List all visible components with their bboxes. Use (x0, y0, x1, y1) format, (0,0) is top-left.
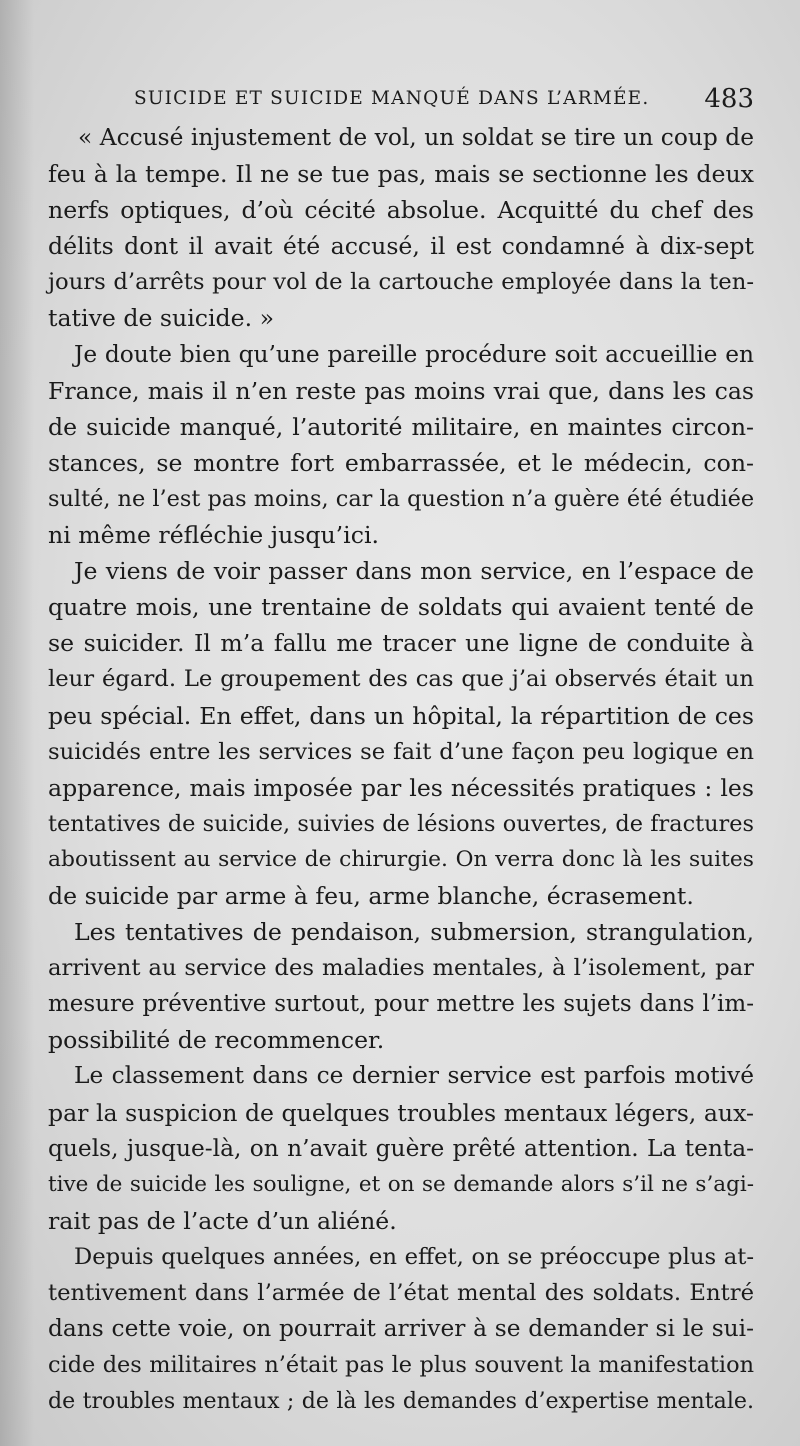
running-head-title: SUICIDE ET SUICIDE MANQUÉ DANS L’ARMÉE. (134, 88, 650, 109)
text-line: possibilité de recommencer. (48, 1026, 385, 1055)
text-line: Je viens de voir passer dans mon service, en l’espace de (74, 557, 754, 586)
body-text (48, 120, 754, 1419)
text-line: dans cette voie, on pourrait arriver à se demander si le sui- (48, 1315, 754, 1343)
text-line: stances, se montre fort embarrassée, et le médecin, con- (48, 448, 754, 477)
text-line: jours d’arrêts pour vol de la cartouche employée dans la ten- (48, 269, 754, 296)
text-line: rait pas de l’acte d’un aliéné. (48, 1206, 397, 1235)
text-line: Depuis quelques années, en effet, on se préoccupe plus at- (74, 1243, 754, 1270)
running-head (134, 84, 754, 118)
text-line: Le classement dans ce dernier service est parfois motivé (74, 1062, 754, 1090)
text-line: peu spécial. En effet, dans un hôpital, la répartition de ces (48, 701, 754, 730)
text-line: tive de suicide les souligne, et on se demande alors s’il ne s’agi- (48, 1171, 754, 1197)
text-line: mesure préventive surtout, pour mettre les sujets dans l’im- (48, 991, 754, 1018)
text-line: aboutissent au service de chirurgie. On verra donc là les suites (48, 846, 754, 872)
text-line: de troubles mentaux ; de là les demandes d’expertise mentale. (48, 1388, 754, 1415)
text-line: feu à la tempe. Il ne se tue pas, mais se sectionne les deux (48, 160, 754, 189)
text-line: sulté, ne l’est pas moins, car la question n’a guère été étudiée (48, 485, 755, 512)
text-line: apparence, mais imposée par les nécessités pratiques : les (48, 773, 754, 802)
binding-shadow (0, 0, 34, 1446)
text-line: arrivent au service des maladies mentales, à l’isolement, par (48, 955, 754, 982)
text-line: quatre mois, une trentaine de soldats qui avaient tenté de (48, 593, 754, 622)
text-line: Les tentatives de pendaison, submersion, strangulation, (74, 918, 754, 947)
text-line: tentivement dans l’armée de l’état mental des soldats. Entré (48, 1280, 754, 1306)
text-line: par la suspicion de quelques troubles mentaux légers, aux- (48, 1098, 754, 1127)
text-line: quels, jusque-là, on n’avait guère prêté attention. La tenta- (48, 1134, 754, 1162)
text-line: cide des militaires n’était pas le plus souvent la manifestation (48, 1352, 754, 1379)
text-line: France, mais il n’en reste pas moins vrai que, dans les cas (48, 376, 754, 405)
text-line: de suicide manqué, l’autorité militaire, en maintes circon- (48, 412, 754, 441)
text-line: leur égard. Le groupement des cas que j’ai observés était un (48, 666, 754, 693)
text-line: ni même réfléchie jusqu’ici. (48, 521, 379, 550)
text-line: nerfs optiques, d’où cécité absolue. Acquitté du chef des (48, 196, 754, 225)
text-line: se suicider. Il m’a fallu me tracer une ligne de conduite à (48, 629, 754, 658)
text-line: Je doute bien qu’une pareille procédure soit accueillie en (74, 340, 754, 368)
text-line: suicidés entre les services se fait d’une façon peu logique en (48, 738, 754, 765)
text-line: délits dont il avait été accusé, il est condamné à dix-sept (48, 232, 754, 261)
page-number: 483 (704, 84, 754, 114)
text-line: tative de suicide. » (48, 304, 275, 333)
text-line: de suicide par arme à feu, arme blanche, écrasement. (48, 881, 694, 910)
text-line: tentatives de suicide, suivies de lésions ouvertes, de fractures (48, 810, 754, 837)
text-line: « Accusé injustement de vol, un soldat se tire un coup de (78, 124, 754, 151)
